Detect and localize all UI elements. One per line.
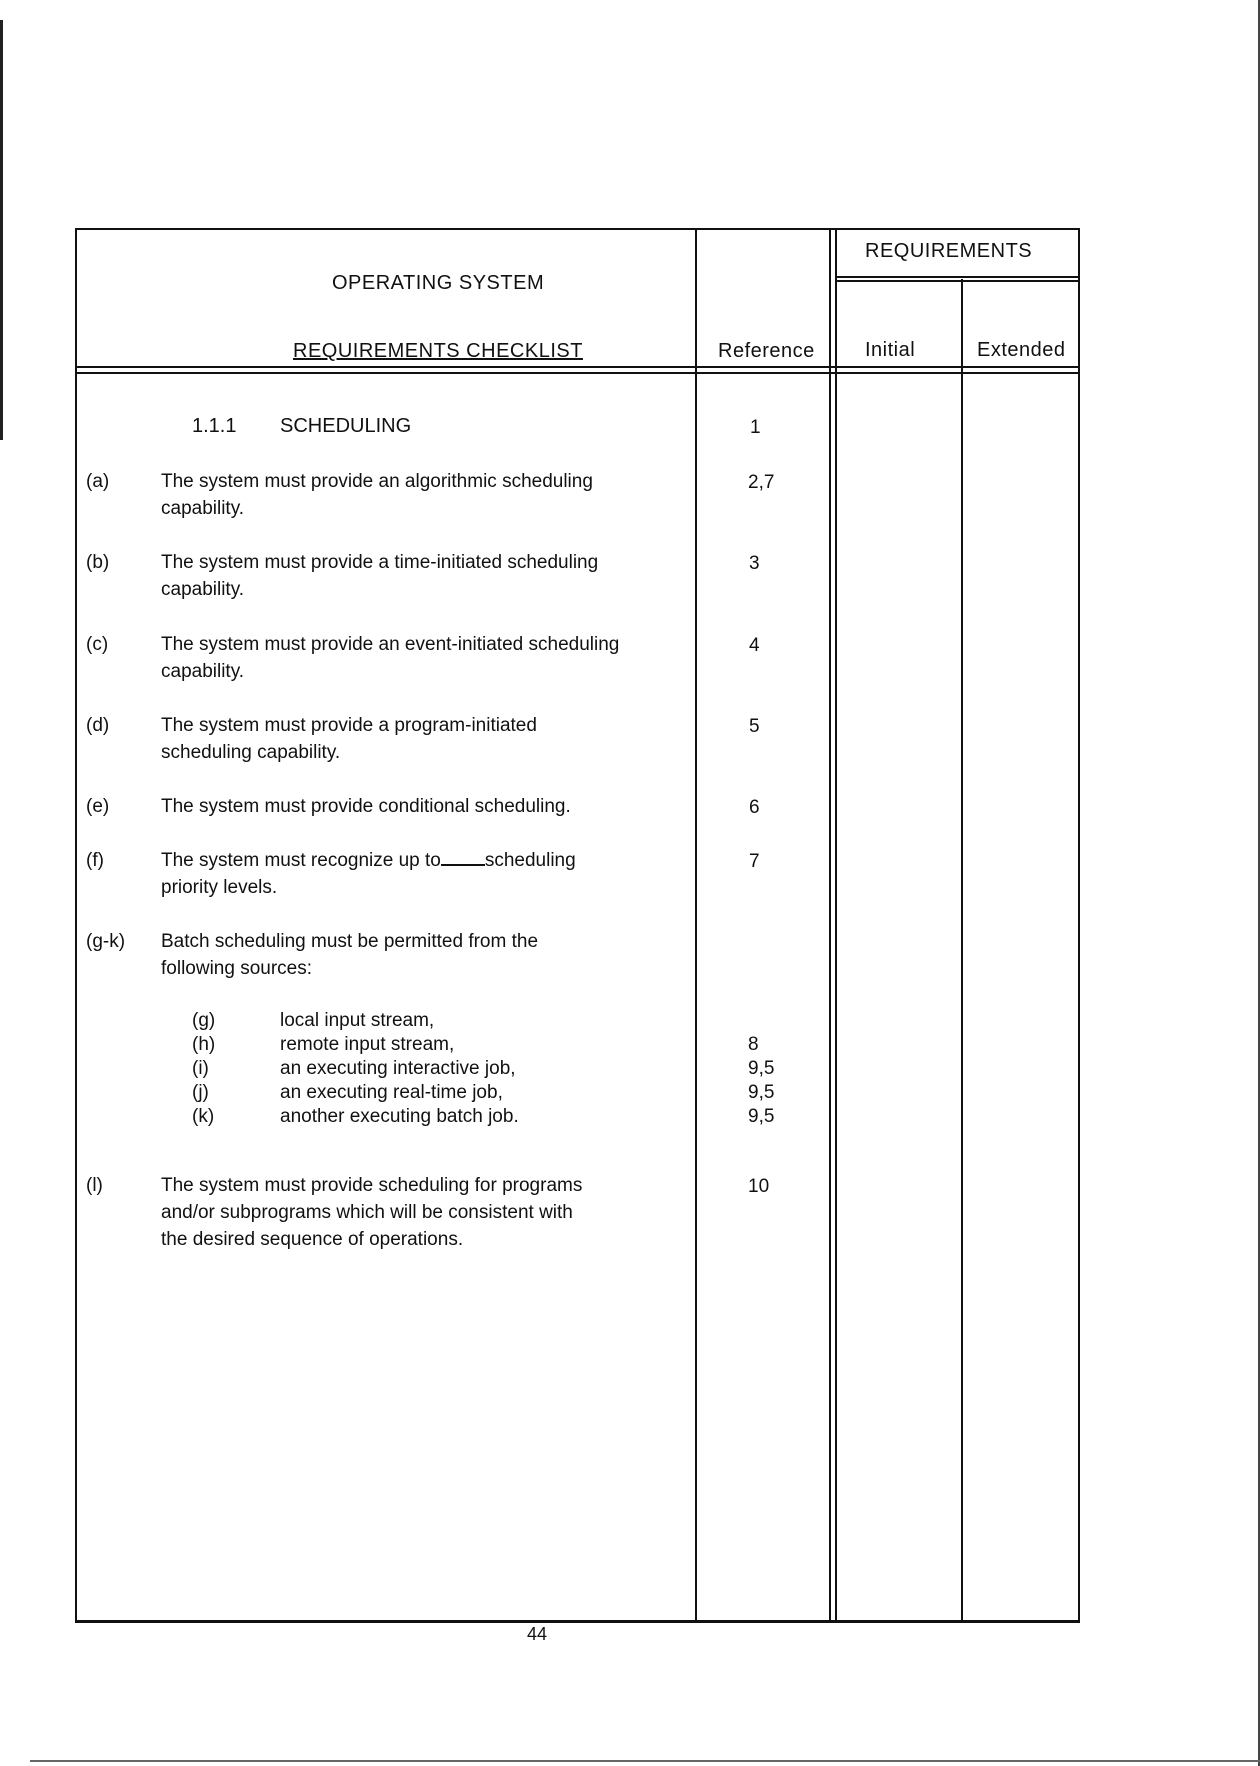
item-label: (a) xyxy=(86,471,110,492)
requirements-header: REQUIREMENTS xyxy=(865,240,1033,262)
item-ref: 3 xyxy=(749,553,760,574)
scan-bottom-rule xyxy=(30,1760,1260,1762)
item-text: The system must provide scheduling for programs and/or subprograms which will be consistent with the desired sequence of operations. xyxy=(161,1175,583,1250)
subitem-refs: 8 9,5 9,5 9,5 xyxy=(748,1034,775,1127)
item-label: (e) xyxy=(86,796,110,817)
item-ref: 2,7 xyxy=(748,472,775,493)
header-rule-a xyxy=(75,366,1080,368)
initial-header: Initial xyxy=(865,339,916,361)
reference-header: Reference xyxy=(718,340,815,362)
table-title-line1: OPERATING SYSTEM xyxy=(332,272,545,294)
section-ref: 1 xyxy=(750,417,761,438)
reference-column-divider xyxy=(695,228,697,1623)
section-title: SCHEDULING xyxy=(280,415,412,437)
item-text: Batch scheduling must be permitted from the following sources: xyxy=(161,931,539,979)
item-label: (c) xyxy=(86,634,109,655)
page-number: 44 xyxy=(527,1624,548,1644)
subitem-labels: (g) (h) (i) (j) (k) xyxy=(192,1010,216,1127)
requirements-header-rule-a xyxy=(836,276,1080,278)
scan-edge-left xyxy=(0,20,3,440)
extended-header: Extended xyxy=(977,339,1066,361)
item-ref: 10 xyxy=(748,1176,770,1197)
item-ref: 5 xyxy=(749,716,760,737)
header-rule-b xyxy=(75,372,1080,374)
item-ref: 7 xyxy=(749,851,760,872)
item-label: (d) xyxy=(86,715,110,736)
initial-extended-divider xyxy=(961,279,963,1623)
requirements-divider-b xyxy=(835,228,837,1623)
fill-in-blank xyxy=(441,850,485,866)
item-text: The system must provide an algorithmic scheduling capability. xyxy=(161,471,593,519)
item-text: The system must provide an event-initiated scheduling capability. xyxy=(161,634,620,682)
item-text: The system must recognize up to scheduling priority levels. xyxy=(161,850,576,898)
item-ref: 4 xyxy=(749,635,760,656)
item-label: (g-k) xyxy=(86,931,126,952)
requirements-header-rule-b xyxy=(836,280,1080,282)
item-text: The system must provide conditional scheduling. xyxy=(161,796,571,817)
subitem-texts: local input stream, remote input stream, an executing interactive job, an executing real-time job, another executing batch job. xyxy=(280,1010,519,1127)
item-label: (l) xyxy=(86,1175,103,1196)
table-title-line2: REQUIREMENTS CHECKLIST xyxy=(293,340,583,362)
item-ref: 6 xyxy=(749,797,760,818)
item-label: (b) xyxy=(86,552,110,573)
item-label: (f) xyxy=(86,850,104,871)
item-text: The system must provide a program-initiated scheduling capability. xyxy=(161,715,537,763)
section-number: 1.1.1 xyxy=(192,415,237,437)
item-text: The system must provide a time-initiated scheduling capability. xyxy=(161,552,599,600)
requirements-divider-a xyxy=(829,228,831,1623)
